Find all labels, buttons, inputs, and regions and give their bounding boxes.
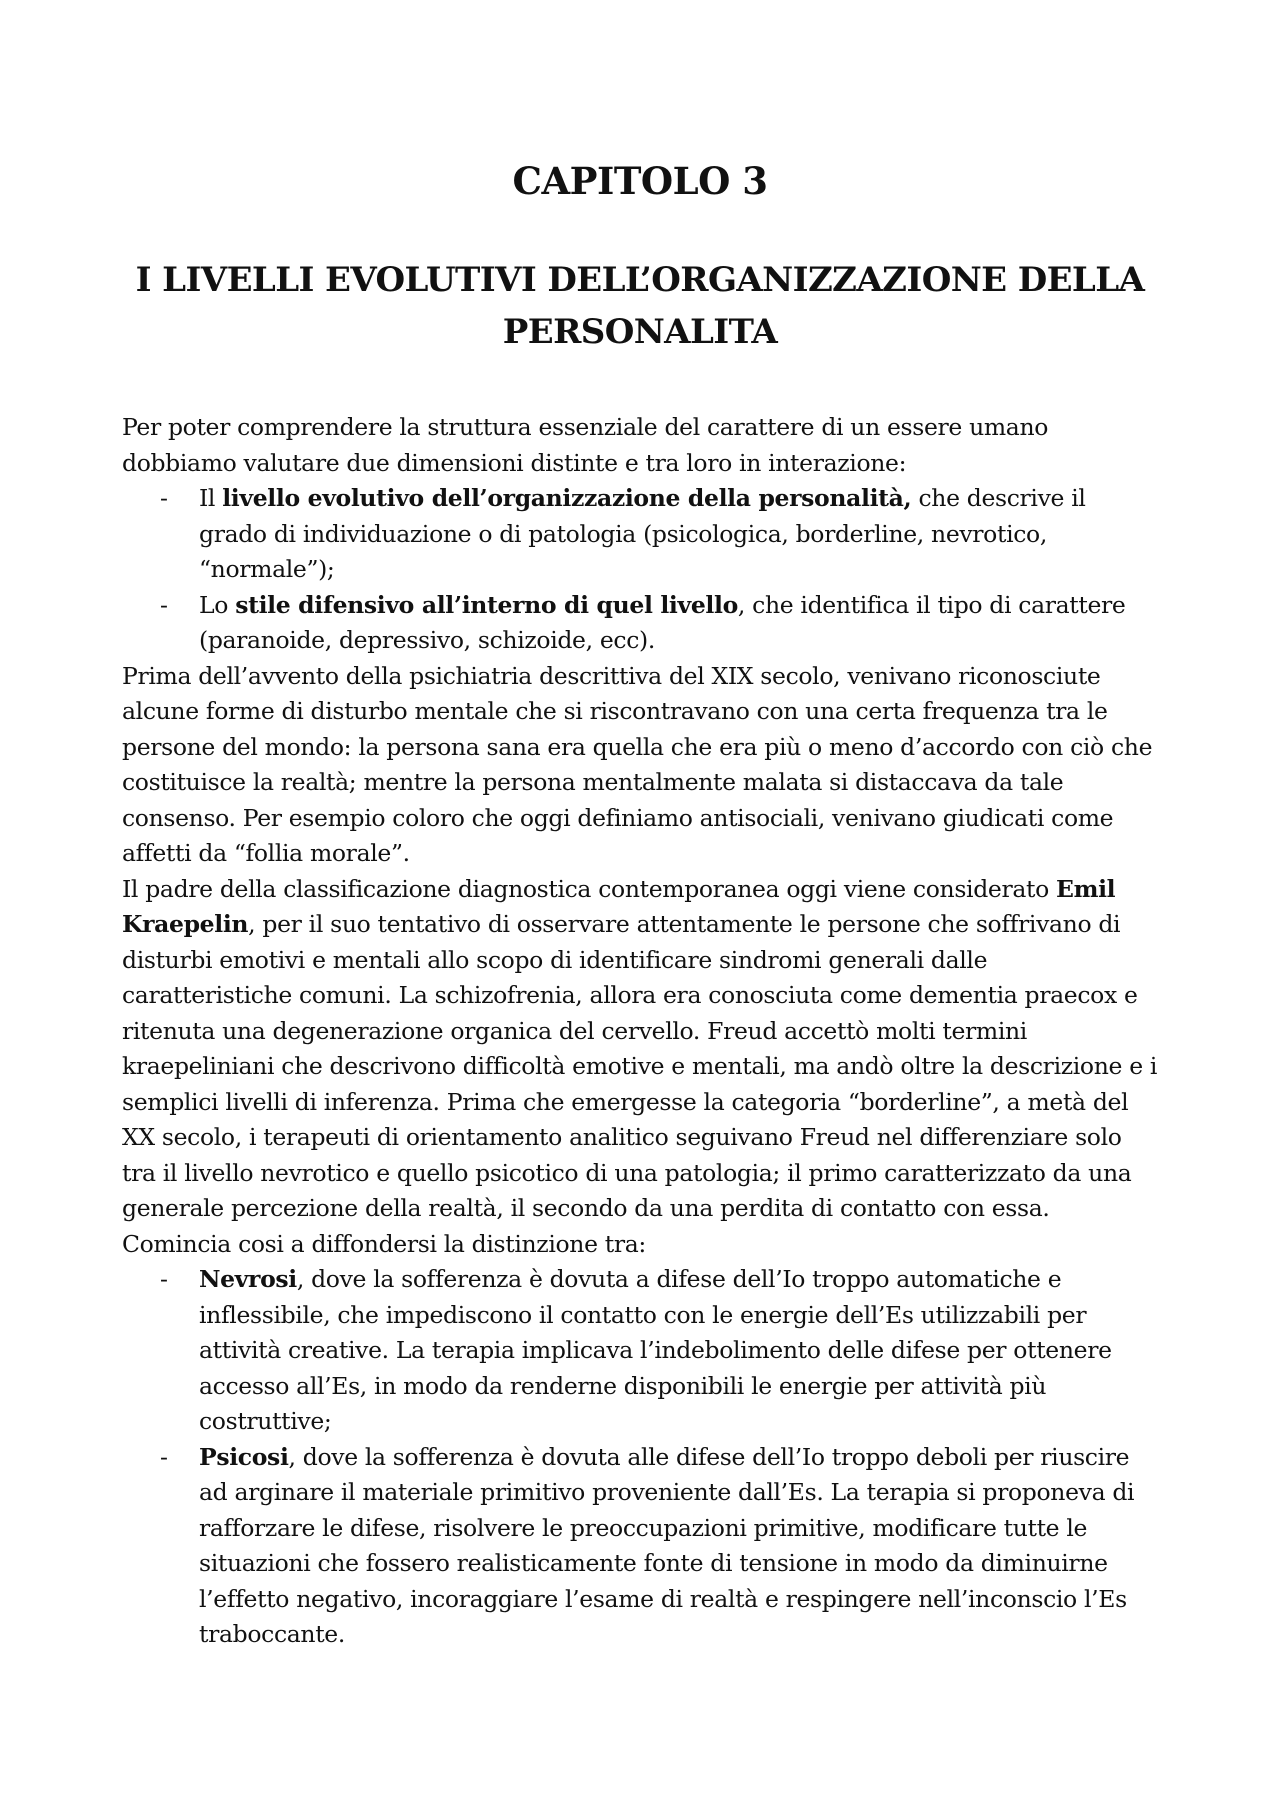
kraepelin-paragraph bbox=[122, 872, 1158, 1263]
list-item-lead: Lo bbox=[199, 590, 236, 619]
list-item-bold: stile difensivo all’interno di quel livello bbox=[235, 590, 738, 619]
history-paragraph: Prima dell’avvento della psichiatria descrittiva del XIX secolo, venivano riconosciute alcune forme di disturbo mentale che si riscontravano con una certa frequenza tra le persone del mondo: la persona sana era quella che era più o meno d’accordo con ciò che costituisce la realtà; mentre la persona mentalmente malata si distaccava da tale consenso. Per esempio coloro che oggi definiamo antisociali, venivano giudicati come affetti da “follia morale”. bbox=[122, 661, 1153, 867]
list-dash: - bbox=[160, 590, 168, 619]
list-dash: - bbox=[160, 1265, 168, 1293]
list-item-text: , dove la sofferenza è dovuta a difese dell’Io troppo automatiche e inflessibile, che impediscono il contatto con le energie dell’Es utilizzabili per attività creative. La terapia implicava l’indebolimento delle difese per ottenere accesso all’Es, in modo da renderne disponibili le energie per attività più costruttive; bbox=[199, 1265, 1112, 1435]
chapter-title-line-1: I LIVELLI EVOLUTIVI DELL’ORGANIZZAZIONE DELLA bbox=[135, 260, 1145, 300]
list-item bbox=[122, 481, 1158, 588]
distinctions-list bbox=[122, 1262, 1158, 1653]
list-item bbox=[122, 1262, 1158, 1440]
list-item-bold: Nevrosi bbox=[199, 1265, 297, 1293]
list-item-text: , dove la sofferenza è dovuta alle difese dell’Io troppo deboli per riuscire ad arginare il materiale primitivo proveniente dall’Es. La terapia si proponeva di rafforzare le difese, risolvere le preoccupazioni primitive, modificare tutte le situazioni che fossero realisticamente fonte di tensione in modo da diminuirne l’effetto negativo, incoraggiare l’esame di realtà e respingere nell’inconscio l’Es traboccante. bbox=[199, 1442, 1135, 1648]
list-item-text: , che identifica il tipo di carattere (paranoide, depressivo, schizoide, ecc). bbox=[199, 590, 1126, 654]
list-item-lead: Il bbox=[199, 484, 223, 512]
list-dash: - bbox=[160, 1442, 168, 1471]
chapter-body bbox=[122, 410, 1158, 1653]
list-item-bold: livello evolutivo dell’organizzazione della personalità, bbox=[222, 484, 912, 512]
list-item-bold: Psicosi bbox=[199, 1442, 289, 1471]
chapter-title bbox=[122, 254, 1158, 358]
chapter-title-line-2: PERSONALITA bbox=[502, 312, 778, 352]
kraepelin-text: , per il suo tentativo di osservare attentamente le persone che soffrivano di disturbi emotivi e mentali allo scopo di identificare sindromi generali dalle caratteristiche comuni. La schizofrenia, allora era conosciuta come dementia praecox e ritenuta una degenerazione organica del cervello. Freud accettò molti termini kraepeliniani che descrivono difficoltà emotive e mentali, ma andò oltre la descrizione e i semplici livelli di inferenza. Prima che emergesse la categoria “borderline”, a metà del XX secolo, i terapeuti di orientamento analitico seguivano Freud nel differenziare solo tra il livello nevrotico e quello psicotico di una patologia; il primo caratterizzato da una generale percezione della realtà, il secondo da una perdita di contatto con essa. Comincia cosi a diffondersi la distinzione tra: bbox=[122, 910, 1158, 1258]
list-item-text: che descrive il grado di individuazione o di patologia (psicologica, borderline, nevrotico, “normale”); bbox=[199, 484, 1086, 583]
list-item bbox=[122, 1440, 1158, 1653]
kraepelin-lead: Il padre della classificazione diagnostica contemporanea oggi viene considerato bbox=[122, 874, 1057, 903]
kraepelin-name: Emil Kraepelin bbox=[122, 874, 1116, 938]
dimensions-list bbox=[122, 481, 1158, 659]
chapter-number: CAPITOLO 3 bbox=[512, 159, 768, 203]
list-dash: - bbox=[160, 484, 168, 512]
intro-paragraph: Per poter comprendere la struttura essenziale del carattere di un essere umano dobbiamo valutare due dimensioni distinte e tra loro in interazione: bbox=[122, 413, 1049, 477]
list-item bbox=[122, 588, 1158, 659]
